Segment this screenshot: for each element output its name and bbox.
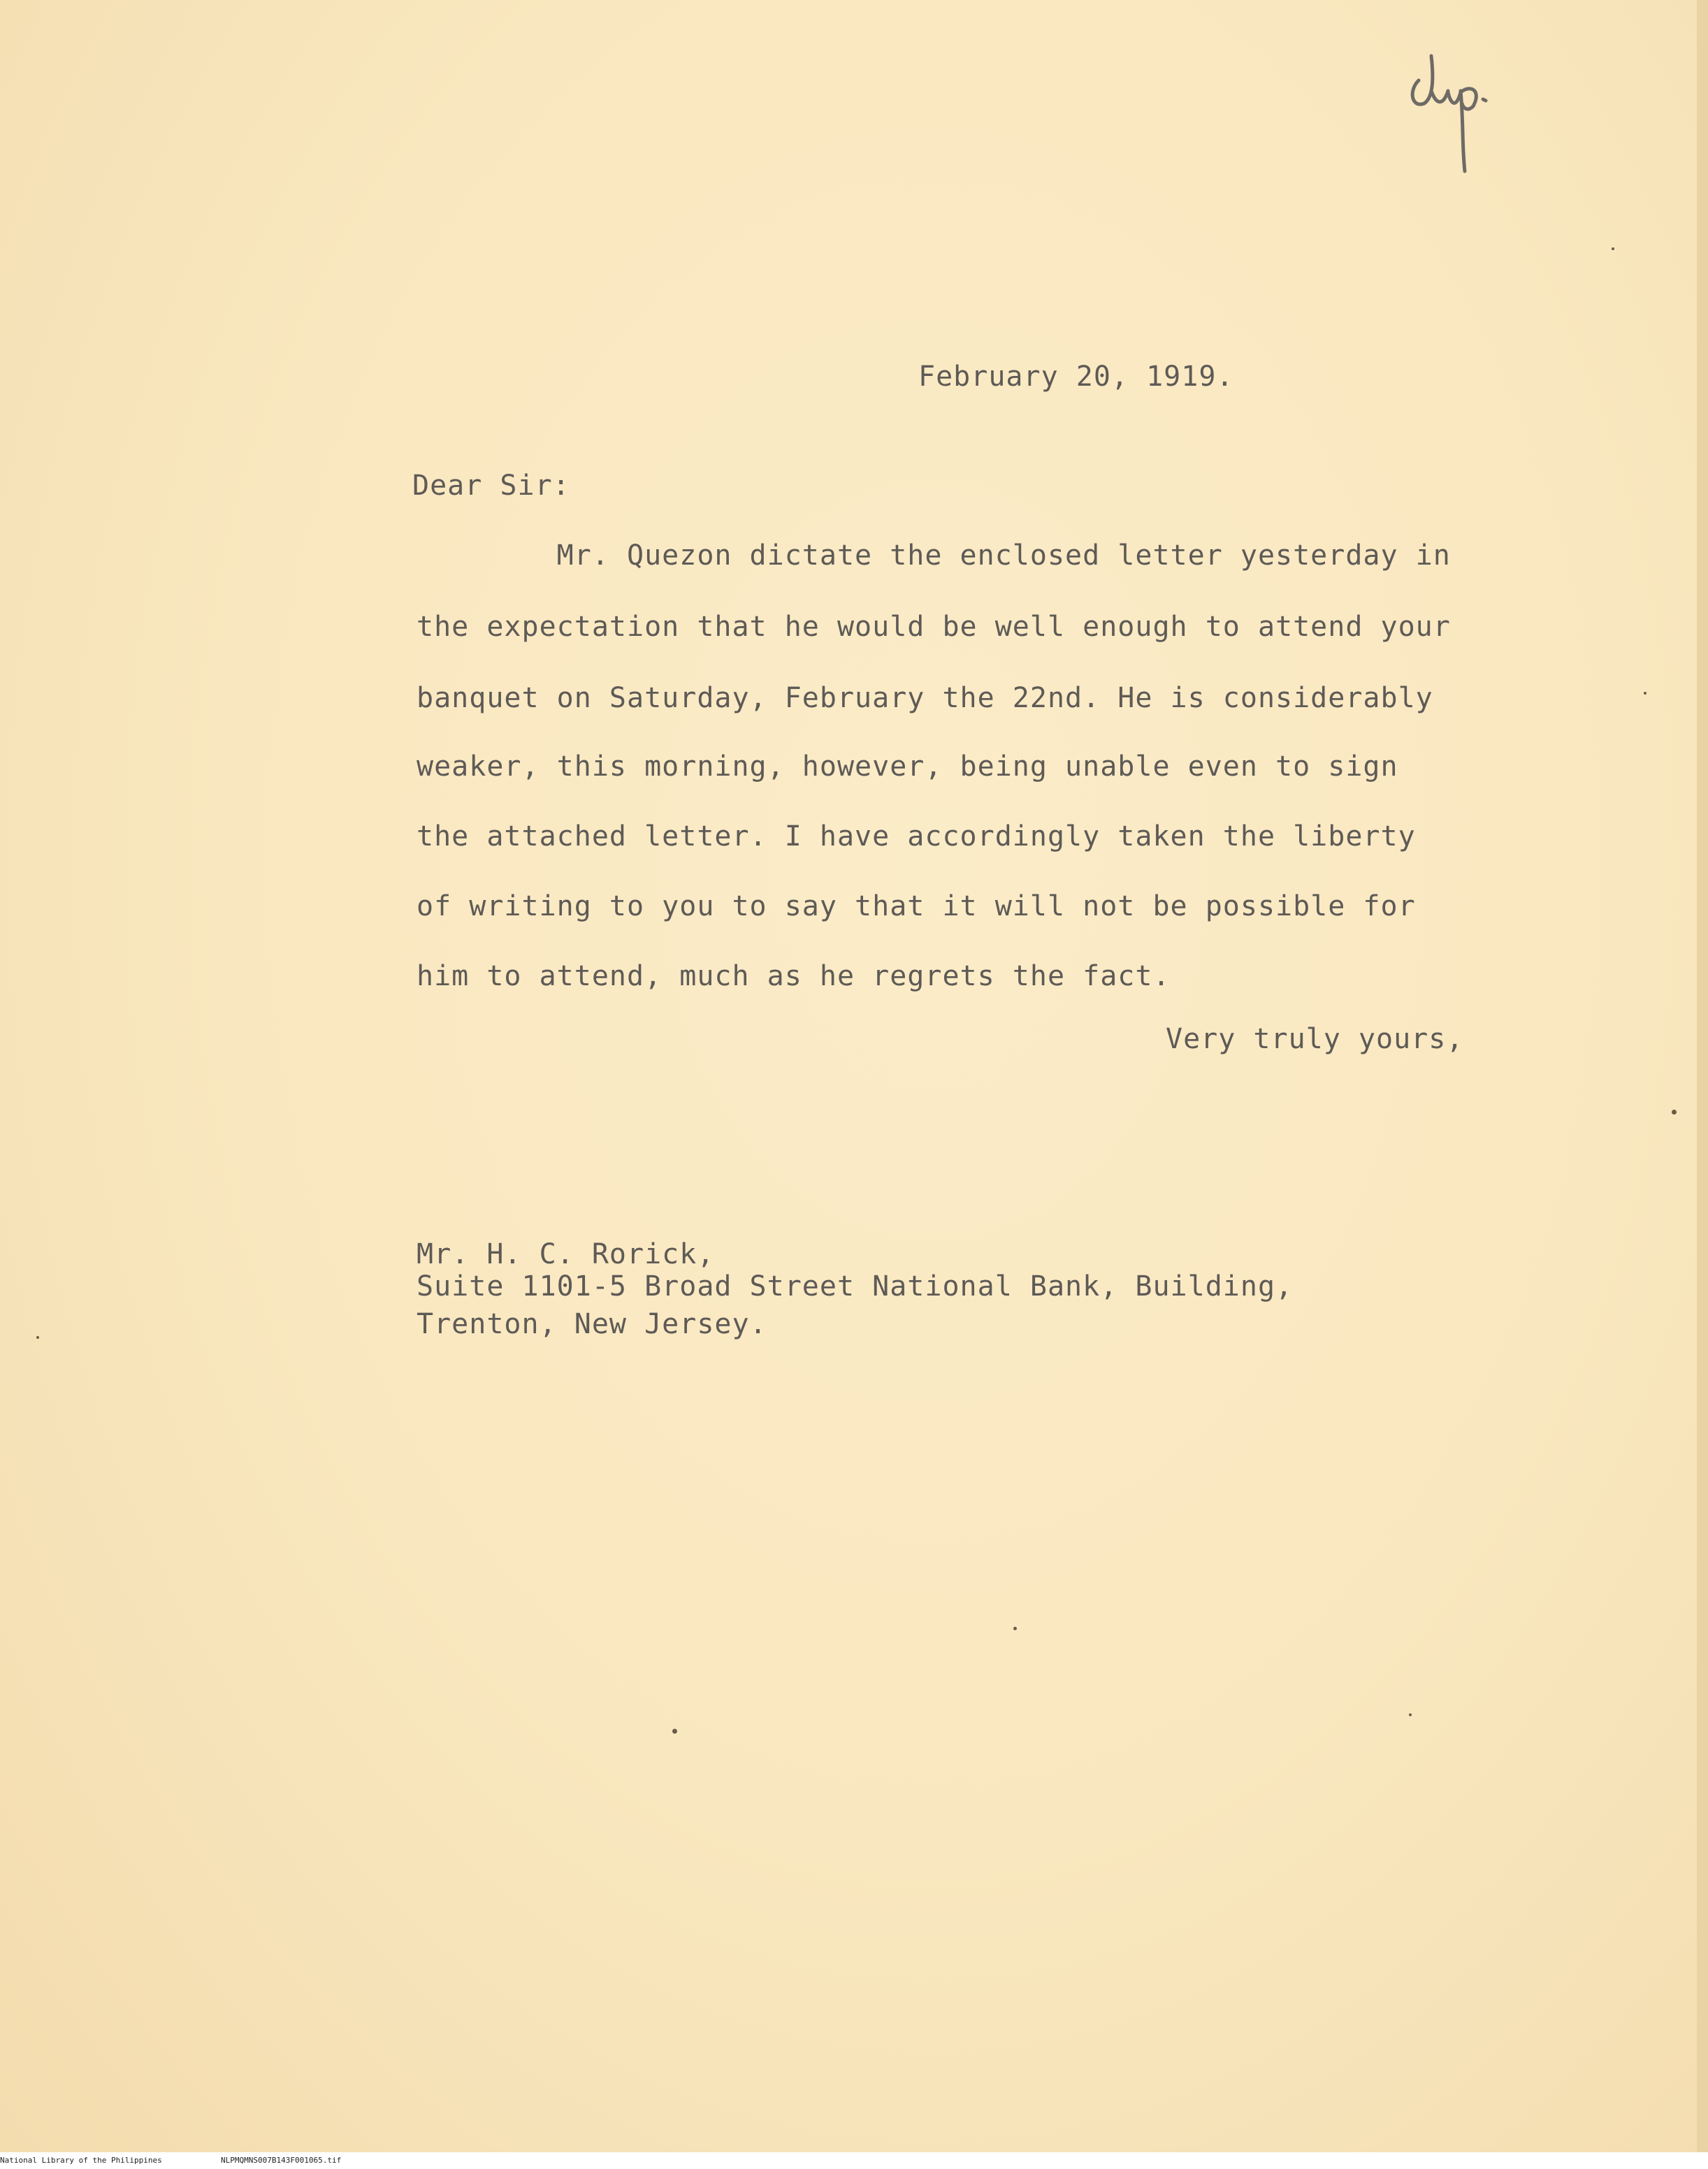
footer-filename: NLPMQMNS007B143F001065.tif xyxy=(221,2156,342,2165)
body-line-7: him to attend, much as he regrets the fact. xyxy=(417,960,1171,992)
address-line-1: Mr. H. C. Rorick, xyxy=(417,1238,715,1270)
body-line-1: Mr. Quezon dictate the enclosed letter yesterday in xyxy=(417,539,1451,572)
body-line-5: the attached letter. I have accordingly taken the liberty xyxy=(417,820,1416,853)
letter-date: February 20, 1919. xyxy=(918,361,1234,393)
address-line-3: Trenton, New Jersey. xyxy=(417,1308,767,1340)
paper-speck xyxy=(1612,247,1614,250)
body-line-6: of writing to you to say that it will not be possible for xyxy=(417,890,1416,922)
paper-speck xyxy=(1409,1713,1412,1716)
body-line-3: banquet on Saturday, February the 22nd. He is considerably xyxy=(417,682,1433,714)
body-line-2: the expectation that he would be well enough to attend your xyxy=(417,611,1451,643)
page-edge xyxy=(1697,0,1708,2169)
address-line-2: Suite 1101-5 Broad Street National Bank, Building, xyxy=(417,1270,1294,1303)
salutation: Dear Sir: xyxy=(412,470,570,502)
paper-speck xyxy=(672,1729,677,1734)
paper-speck xyxy=(1013,1627,1017,1630)
handwritten-dup-note xyxy=(1405,42,1496,175)
footer-library: National Library of the Philippines xyxy=(0,2156,162,2165)
body-line-4: weaker, this morning, however, being unable even to sign xyxy=(417,750,1398,783)
paper-speck xyxy=(36,1336,39,1339)
complimentary-closing: Very truly yours, xyxy=(1166,1023,1464,1055)
paper-speck xyxy=(1644,692,1647,695)
paper-speck xyxy=(1672,1110,1677,1115)
archive-footer xyxy=(0,2152,1708,2169)
